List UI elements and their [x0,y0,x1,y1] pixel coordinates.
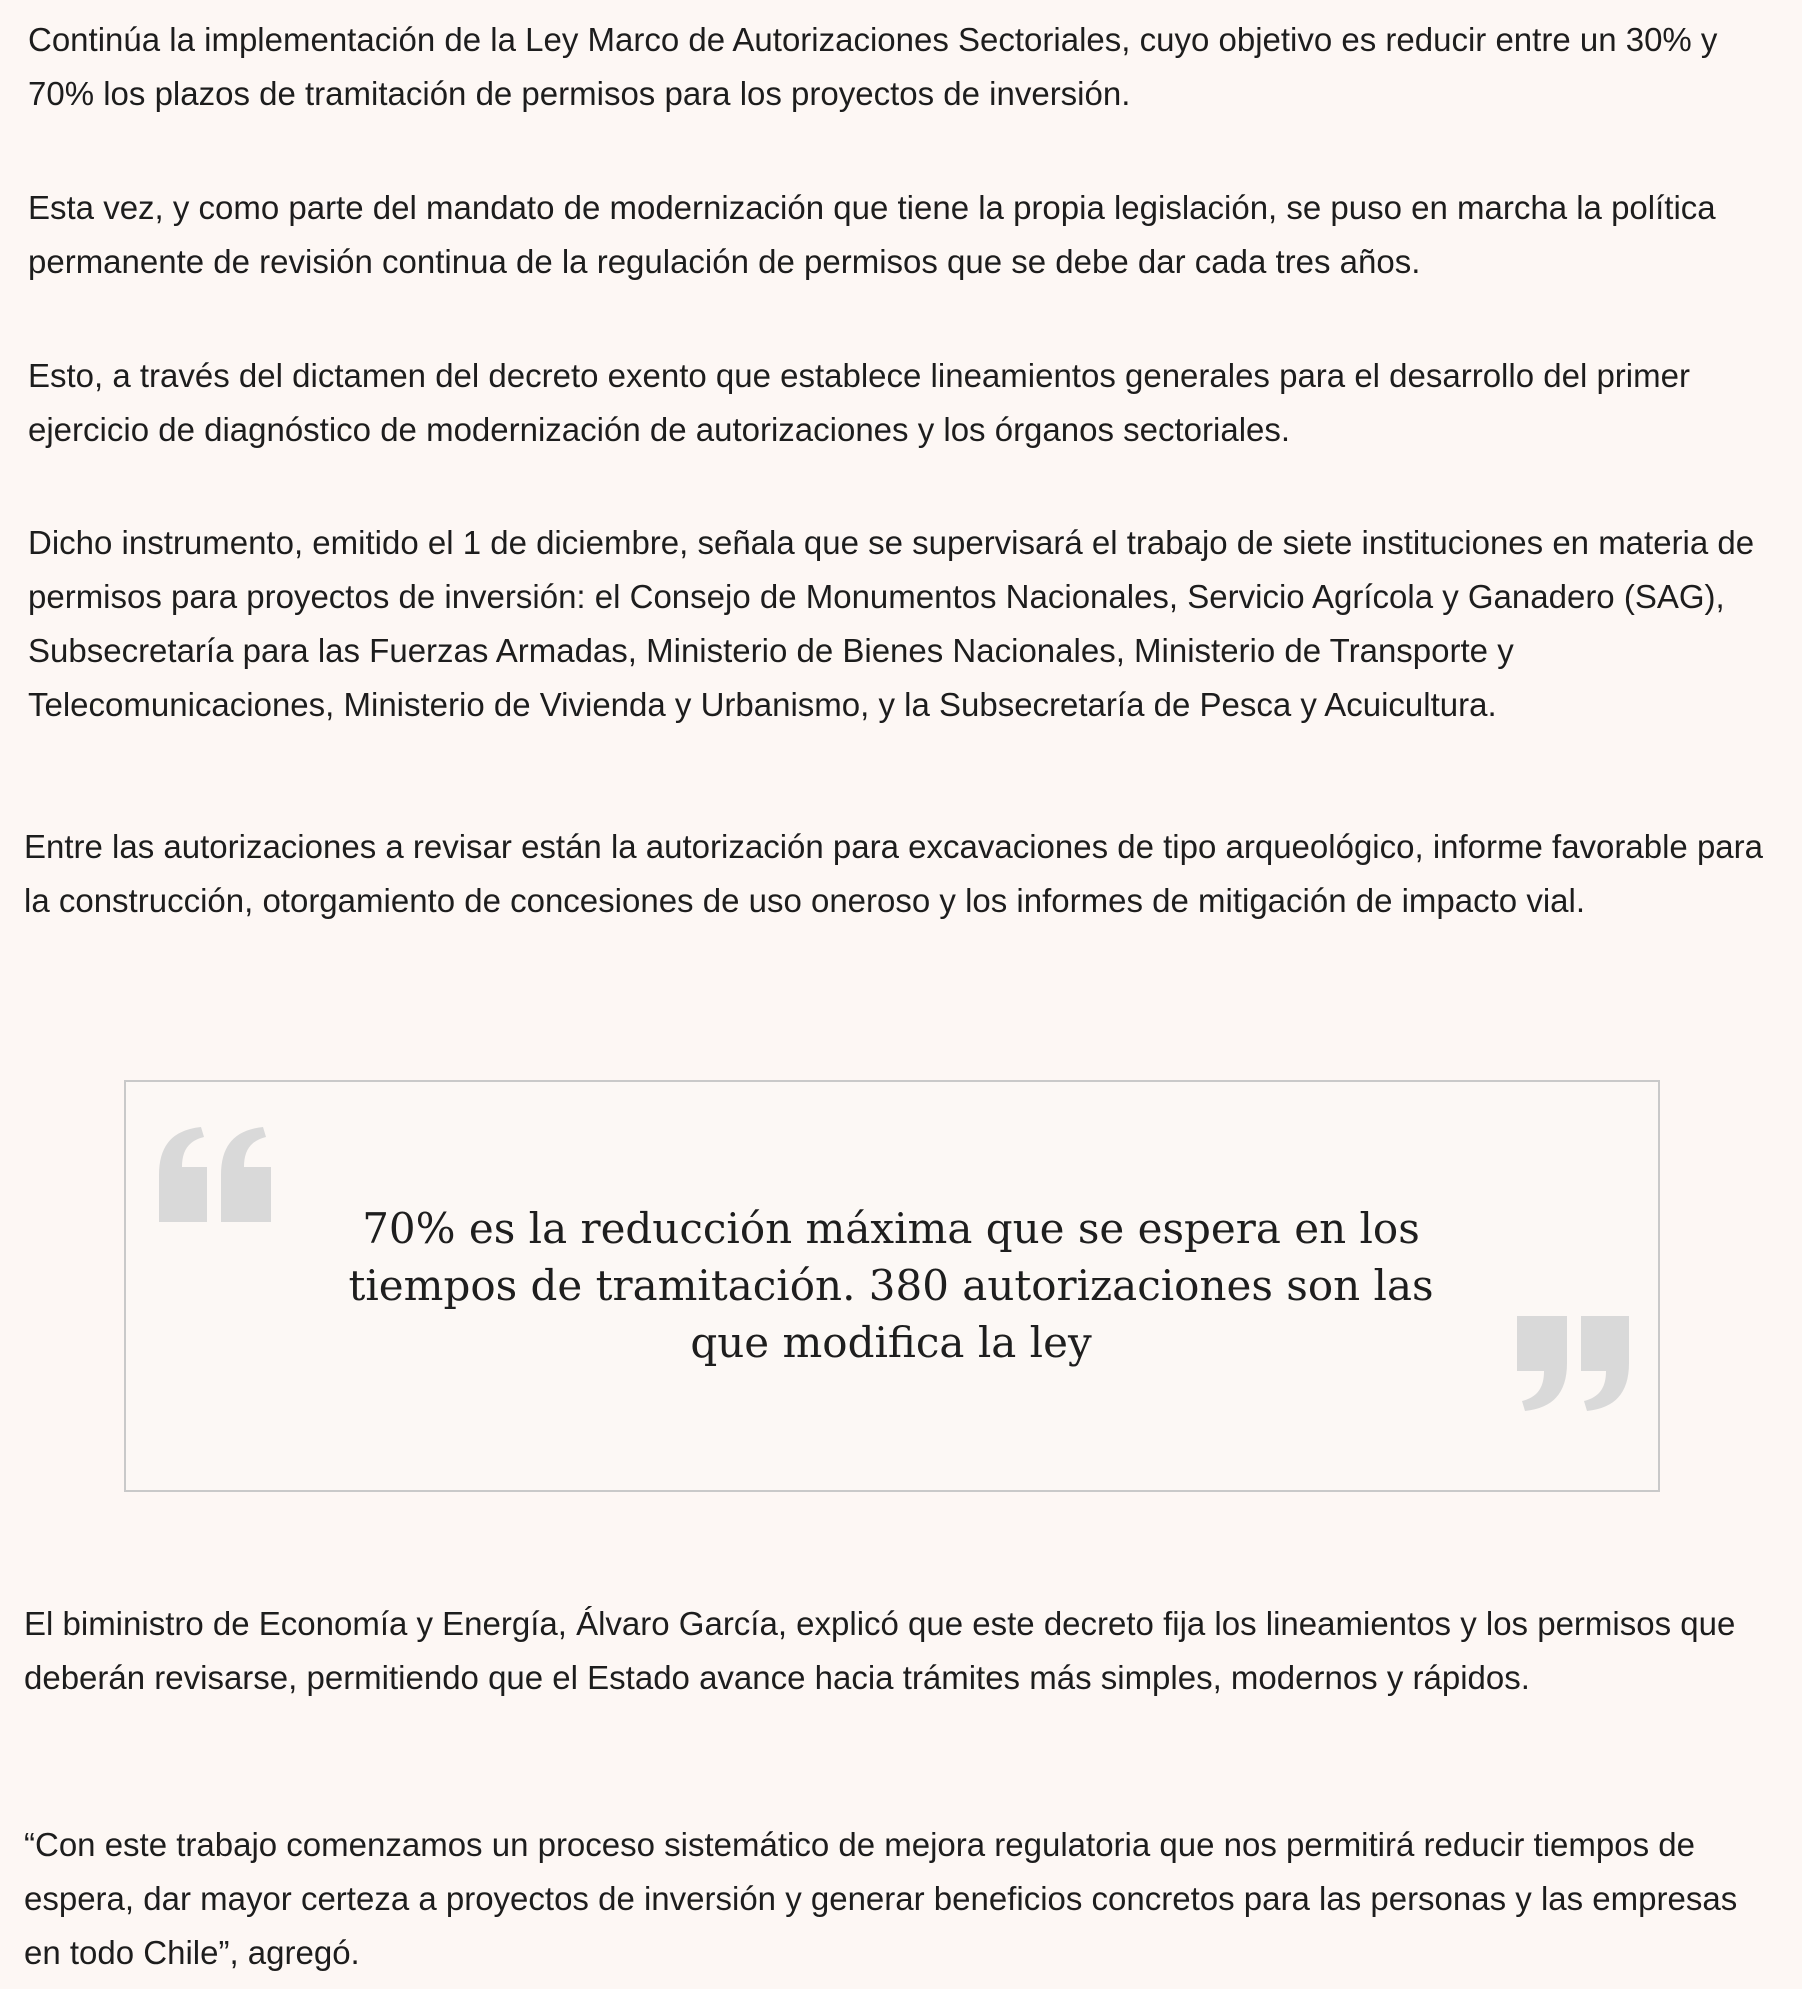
article-paragraph: “Con este trabajo comenzamos un proceso sistemático de mejora regulatoria que nos permitirá reducir tiempos de espera, dar mayor certeza a proyectos de inversión y generar beneficios concretos para las personas y las empresas en todo Chile”, agregó. [24,1826,1738,1971]
pull-quote-text: 70% es la reducción máxima que se espera en los tiempos de tramitación. 380 autorizaciones son las que modifica la ley [348,1204,1434,1367]
article-paragraph: Entre las autorizaciones a revisar están la autorización para excavaciones de tipo arqueológico, informe favorable para la construcción, otorgamiento de concesiones de uso oneroso y los informes de mitigación de impacto vial. [24,828,1763,919]
open-quote-icon [159,1127,274,1222]
article-paragraph: Dicho instrumento, emitido el 1 de diciembre, señala que se supervisará el trabajo de siete instituciones en materia de permisos para proyectos de inversión: el Consejo de Monumentos Nacionales, Servicio Agrícola y Ganadero (SAG), Subsecretaría para las Fuerzas Armadas, Ministerio de Bienes Nacionales, Ministerio de Transporte y Telecomunicaciones, Ministerio de Vivienda y Urbanismo, y la Subsecretaría de Pesca y Acuicultura. [28,524,1755,723]
close-quote-icon [1514,1316,1629,1411]
article-paragraph: Continúa la implementación de la Ley Marco de Autorizaciones Sectoriales, cuyo objetivo es reducir entre un 30% y 70% los plazos de tramitación de permisos para los proyectos de inversión. [28,21,1718,112]
pull-quote [124,1080,1660,1492]
article-paragraph: El biministro de Economía y Energía, Álvaro García, explicó que este decreto fija los lineamientos y los permisos que deberán revisarse, permitiendo que el Estado avance hacia trámites más simples, modernos y rápidos. [24,1605,1736,1696]
article-paragraph: Esta vez, y como parte del mandato de modernización que tiene la propia legislación, se puso en marcha la política permanente de revisión continua de la regulación de permisos que se debe dar cada tres años. [28,189,1716,280]
article-paragraph: Esto, a través del dictamen del decreto exento que establece lineamientos generales para el desarrollo del primer ejercicio de diagnóstico de modernización de autorizaciones y los órganos sectoriales. [28,357,1690,448]
